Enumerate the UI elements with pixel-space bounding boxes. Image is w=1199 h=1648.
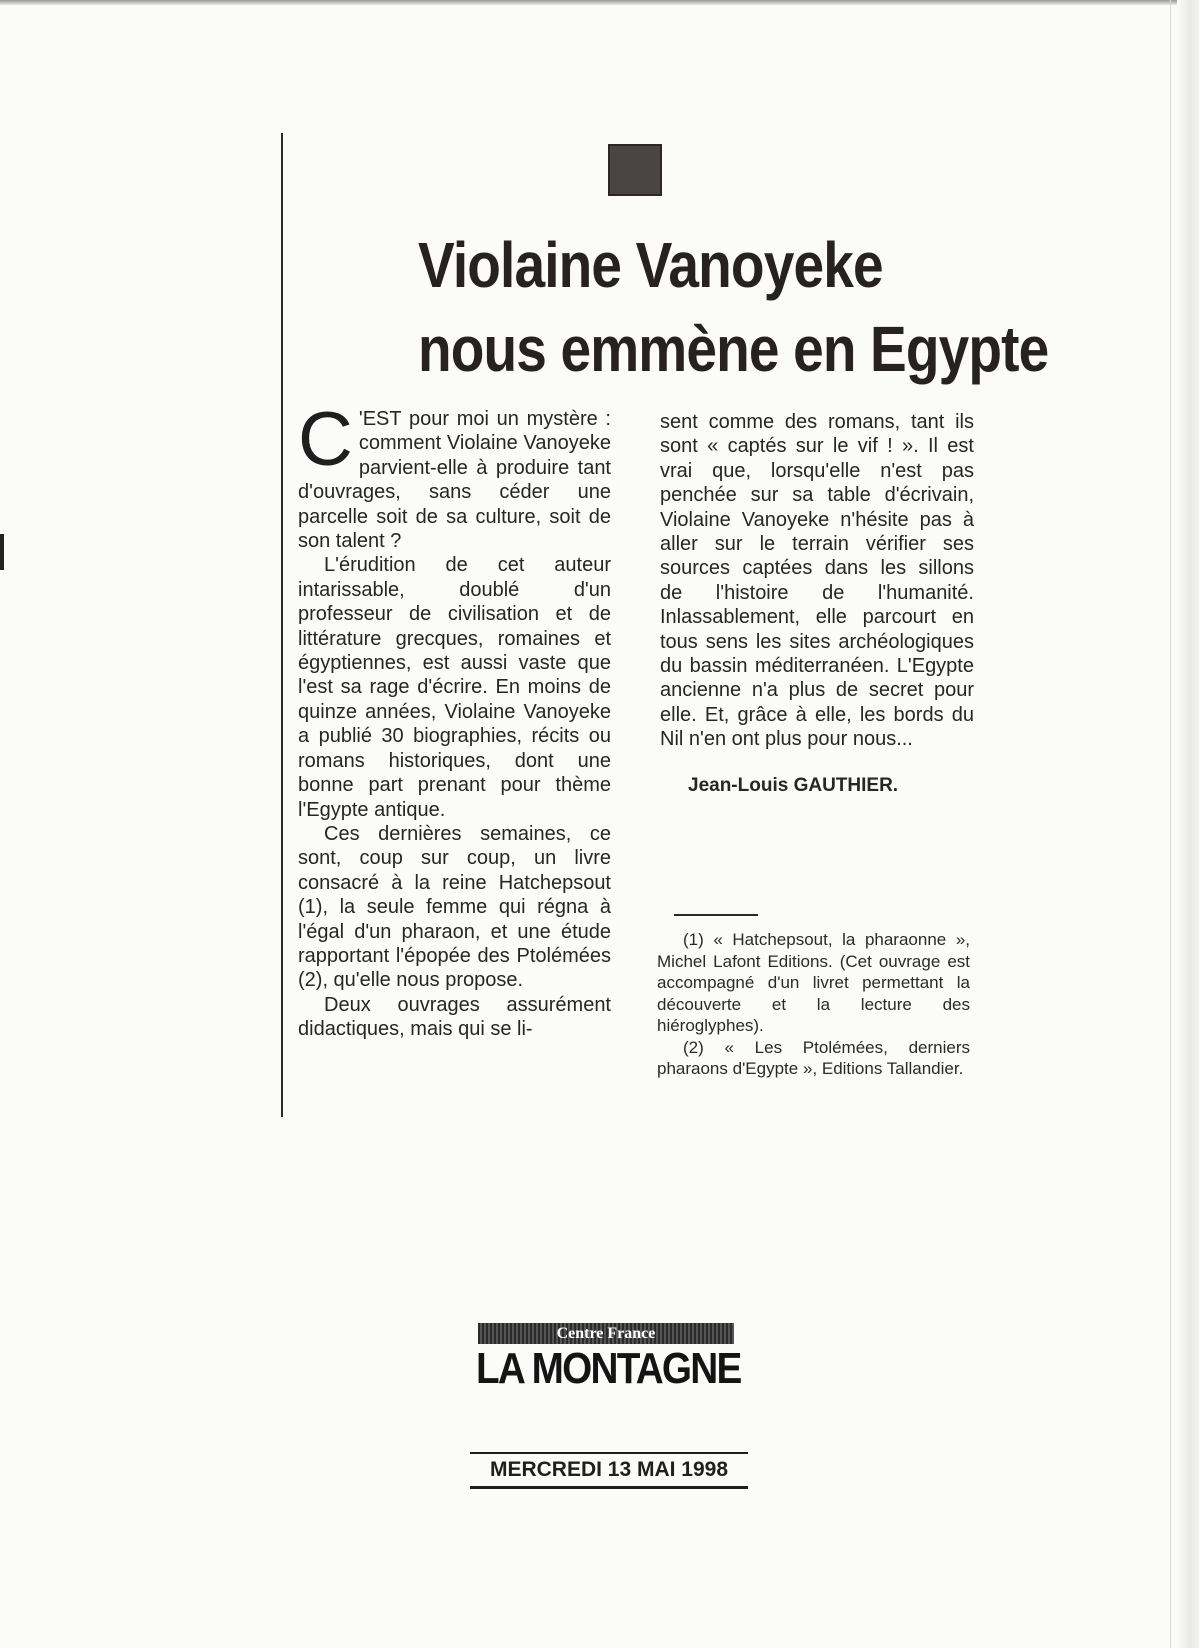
date-rule-top bbox=[470, 1452, 748, 1454]
paragraph-4-start: Deux ouvrages assurément didactiques, mais qui se li- bbox=[298, 993, 611, 1041]
paragraph-1 bbox=[298, 397, 611, 553]
masthead-band: Centre France bbox=[478, 1323, 734, 1344]
author-signature: Jean-Louis GAUTHIER. bbox=[688, 774, 899, 796]
paragraph-2: L'érudition de cet auteur intarissable, doublé d'un professeur de civilisation et de littérature grecques, romaines et égyptiennes, est aussi vaste que l'est sa rage d'écrire. En moins de quinze années, Violaine Vanoyeke a publié 30 biographies, récits ou romans historiques, dont une bonne part prenant pour thème l'Egypte antique. bbox=[298, 554, 611, 821]
footnote-1: (1) « Hatchepsout, la pharaonne », Michel Lafont Editions. (Cet ouvrage est accompagné d'un livret permettant la découverte et la lecture des hiéroglyphes). bbox=[657, 930, 970, 1035]
footnote-2: (2) « Les Ptolémées, derniers pharaons d'Egypte », Editions Tallandier. bbox=[657, 1037, 970, 1078]
article-column-2 bbox=[660, 410, 974, 798]
article-column-1 bbox=[298, 397, 611, 1042]
section-marker-square bbox=[608, 144, 662, 196]
paragraph-4-continued: sent comme des romans, tant ils sont « captés sur le vif ! ». Il est vrai que, lorsqu'elle n'est pas penchée sur sa table d'écrivain, Violaine Vanoyeke n'hésite pas à aller sur le terrain vérifier ses sources captées dans les sillons de l'histoire de l'humanité. Inlassablement, elle parcourt en tous sens les sites archéologiques du bassin méditerranéen. L'Egypte ancienne n'a plus de secret pour elle. Et, grâce à elle, les bords du Nil n'en ont plus pour nous... bbox=[660, 411, 974, 751]
headline-line-2: nous emmène en Egypte bbox=[418, 313, 1049, 385]
masthead-title: LA MONTAGNE bbox=[476, 1344, 741, 1393]
scan-top-edge bbox=[0, 0, 1199, 5]
scan-left-mark bbox=[0, 534, 4, 570]
footnotes bbox=[657, 929, 970, 1080]
paragraph-1-text: 'EST pour moi un mystère : comment Violaine Vanoyeke parvient-elle à produire tant d'ouvrages, sans céder une parcelle soit de sa culture, soit de son talent ? bbox=[298, 408, 611, 553]
drop-cap: C bbox=[298, 397, 353, 482]
scan-right-edge bbox=[1177, 0, 1199, 1648]
publication-date: MERCREDI 13 MAI 1998 bbox=[489, 1458, 729, 1481]
footnotes-rule bbox=[674, 914, 758, 916]
date-rule-bottom bbox=[470, 1486, 748, 1489]
headline bbox=[418, 223, 1049, 391]
paragraph-3: Ces dernières semaines, ce sont, coup sur coup, un livre consacré à la reine Hatchepsout (1), la seule femme qui régna à l'égal d'un pharaon, et une étude rapportant l'épopée des Ptolémées (2), qu'elle nous propose. bbox=[298, 822, 611, 992]
headline-line-1: Violaine Vanoyeke bbox=[418, 229, 883, 301]
column-rule-left bbox=[281, 133, 283, 1117]
scan-fold-line bbox=[1170, 0, 1171, 1648]
